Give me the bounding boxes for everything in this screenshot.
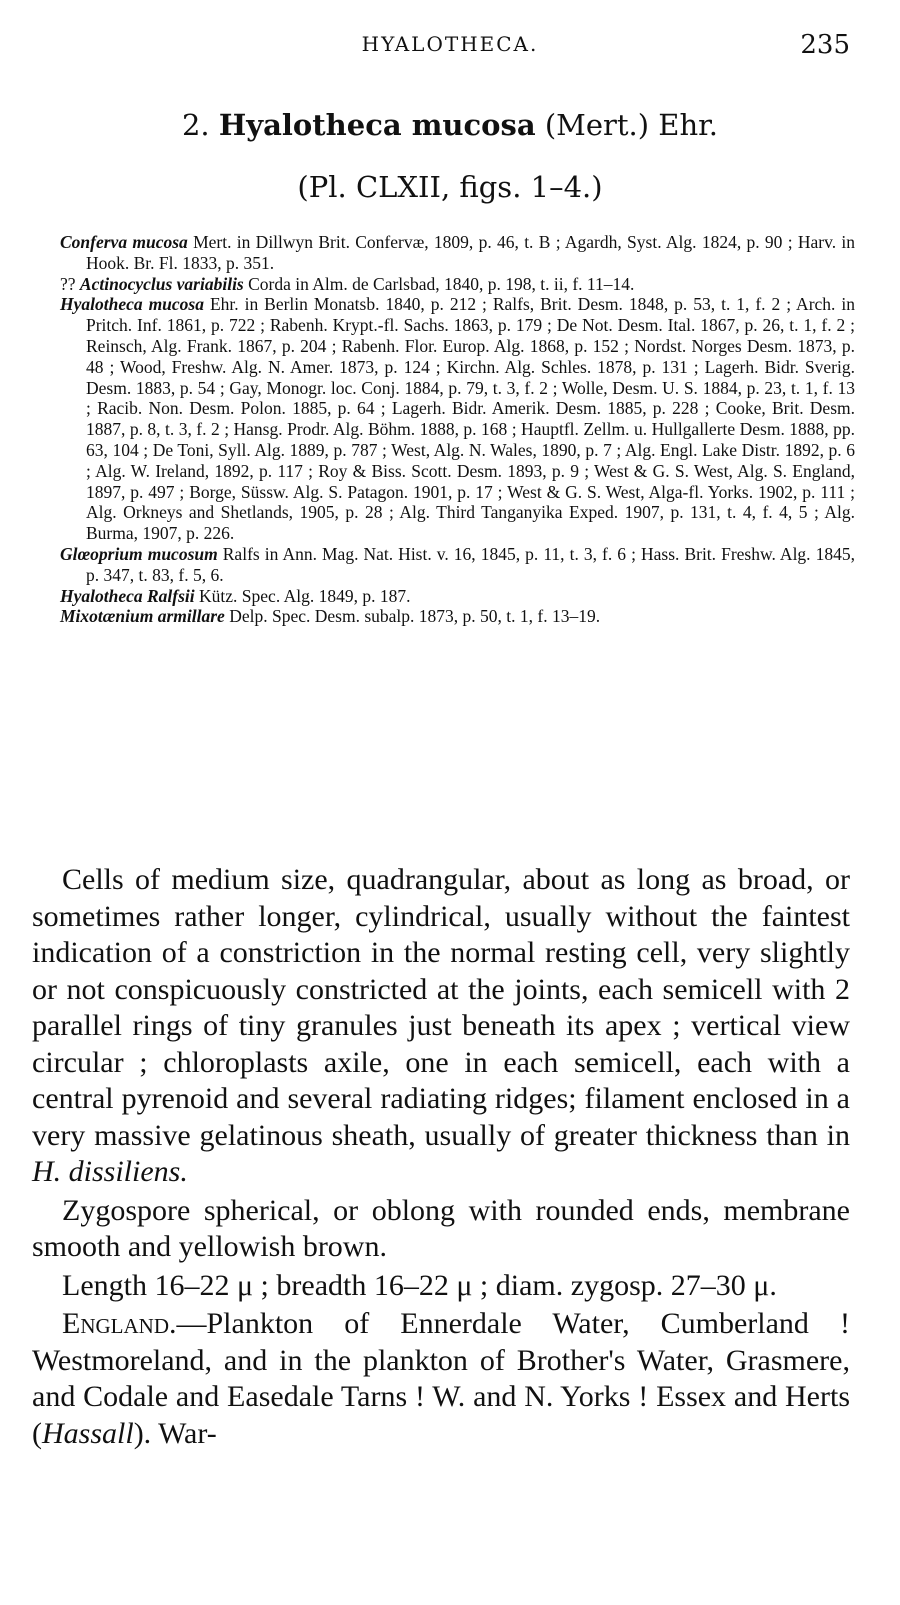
description-paragraph-distribution xyxy=(32,1306,850,1452)
running-head xyxy=(0,28,900,68)
synonymy-entry xyxy=(60,544,855,586)
species-reference: H. dissiliens. xyxy=(32,1155,188,1188)
species-heading xyxy=(0,108,900,142)
synonymy-citation: Corda in Alm. de Carlsbad, 1840, p. 198, t. ii, f. 11–14. xyxy=(243,273,635,294)
plate-reference: (Pl. CLXII, figs. 1–4.) xyxy=(297,170,603,204)
description-paragraph-zygospore: Zygospore spherical, or oblong with rounded ends, membrane smooth and yellowish brown. xyxy=(32,1193,850,1263)
species-authority: (Mert.) Ehr. xyxy=(544,108,719,142)
synonymy-list xyxy=(60,232,855,627)
synonymy-citation: Mert. in Dillwyn Brit. Confervæ, 1809, p. 46, t. B ; Agardh, Syst. Alg. 1824, p. 90 ; Harv. in Hook. Br. Fl. 1833, p. 351. xyxy=(86,232,855,273)
synonymy-taxon: Hyalotheca mucosa xyxy=(60,294,204,315)
species-name: Hyalotheca mucosa xyxy=(218,108,536,142)
distribution-text-end: ). War- xyxy=(133,1416,217,1450)
synonymy-prefix: ?? xyxy=(60,273,80,294)
synonymy-citation: Ehr. in Berlin Monatsb. 1840, p. 212 ; Ralfs, Brit. Desm. 1848, p. 53, t. 1, f. 2 ; Arch. in Pritch. Inf. 1861, p. 722 ; Rabenh. Krypt.-fl. Sachs. 1863, p. 179 ; De Not. Desm. Ital. 1867, p. 26, t. 1, f. 2 ; Reinsch, Alg. Frank. 1867, p. 204 ; Rabenh. Flor. Europ. Alg. 1868, p. 152 ; Nordst. Norges Desm. 1873, p. 48 ; Wood, Freshw. Alg. N. Amer. 1873, p. 124 ; Kirchn. Alg. Schles. 1878, p. 131 ; Lagerh. Bidr. Sverig. Desm. 1883, p. 54 ; Gay, Monogr. loc. Conj. 1884, p. 79, t. 3, f. 2 ; Wolle, Desm. U. S. 1884, p. 23, t. 1, f. 13 ; Racib. Non. Desm. Polon. 1885, p. 64 ; Lagerh. Bidr. Amerik. Desm. 1885, p. 228 ; Cooke, Brit. Desm. 1887, p. 8, t. 3, f. 2 ; Hansg. Prodr. Alg. Böhm. 1888, p. 168 ; Hauptfl. Zellm. u. Hullgallerte Desm. 1888, pp. 63, 104 ; De Toni, Syll. Alg. 1889, p. 787 ; West, Alg. N. Wales, 1890, p. 7 ; Alg. Engl. Lake Distr. 1892, p. 6 ; Alg. W. Ireland, 1892, p. 117 ; Roy & Biss. Scott. Desm. 1893, p. 9 ; West & G. S. West, Alg. S. England, 1897, p. 497 ; Borge, Süssw. Alg. S. Patagon. 1901, p. 17 ; West & G. S. West, Alga-fl. Yorks. 1902, p. 111 ; Alg. Orkneys and Shetlands, 1905, p. 28 ; Alg. Third Tanganyika Exped. 1907, p. 131, t. 4, f. 4, 5 ; Alg. Burma, 1907, p. 226. xyxy=(86,294,855,544)
page-number: 235 xyxy=(800,30,850,60)
synonymy-entry xyxy=(60,586,855,607)
synonymy-taxon: Glœoprium mucosum xyxy=(60,543,218,564)
cells-description-text: Cells of medium size, quadrangular, about as long as broad, or sometimes rather longer, cylindrical, usually without the faintest indication of a constriction in the normal resting cell, very slightly or not conspicuously constricted at the joints, each semicell with 2 parallel rings of tiny granules just beneath its apex ; vertical view circular ; chloroplasts axile, one in each semicell, each with a central pyrenoid and several radiating ridges; filament enclosed in a very massive gelatinous sheath, usually of greater thickness than in xyxy=(32,863,850,1152)
species-number: 2. xyxy=(181,108,210,142)
running-title: HYALOTHECA. xyxy=(361,32,539,56)
description-paragraph-cells xyxy=(32,862,850,1191)
country-label: England. xyxy=(62,1307,177,1340)
species-description xyxy=(32,862,850,1454)
synonymy-entry xyxy=(60,232,855,274)
synonymy-taxon: Actinocyclus variabilis xyxy=(79,273,244,294)
synonymy-citation: Delp. Spec. Desm. subalp. 1873, p. 50, t. 1, f. 13–19. xyxy=(224,606,601,627)
synonymy-citation: Kütz. Spec. Alg. 1849, p. 187. xyxy=(194,585,411,606)
synonymy-taxon: Conferva mucosa xyxy=(60,232,188,252)
synonymy-entry xyxy=(60,294,855,544)
distribution-text: —Plankton of Ennerdale Water, Cumberland ! Westmoreland, and in the plankton of Brother's Water, Grasmere, and Codale and Easedale Tarns ! W. and N. Yorks ! Essex and Herts ( xyxy=(32,1307,850,1450)
synonymy-citation: Ralfs in Ann. Mag. Nat. Hist. v. 16, 1845, p. 11, t. 3, f. 6 ; Hass. Brit. Freshw. Alg. 1845, p. 347, t. 83, f. 5, 6. xyxy=(86,543,855,585)
synonymy-entry xyxy=(60,274,855,295)
synonymy-taxon: Hyalotheca Ralfsii xyxy=(60,585,195,606)
synonymy-taxon: Mixotænium armillare xyxy=(60,606,225,627)
synonymy-entry xyxy=(60,606,855,627)
description-paragraph-measurements: Length 16–22 μ ; breadth 16–22 μ ; diam. zygosp. 27–30 μ. xyxy=(62,1268,777,1302)
collector-name: Hassall xyxy=(42,1416,134,1450)
